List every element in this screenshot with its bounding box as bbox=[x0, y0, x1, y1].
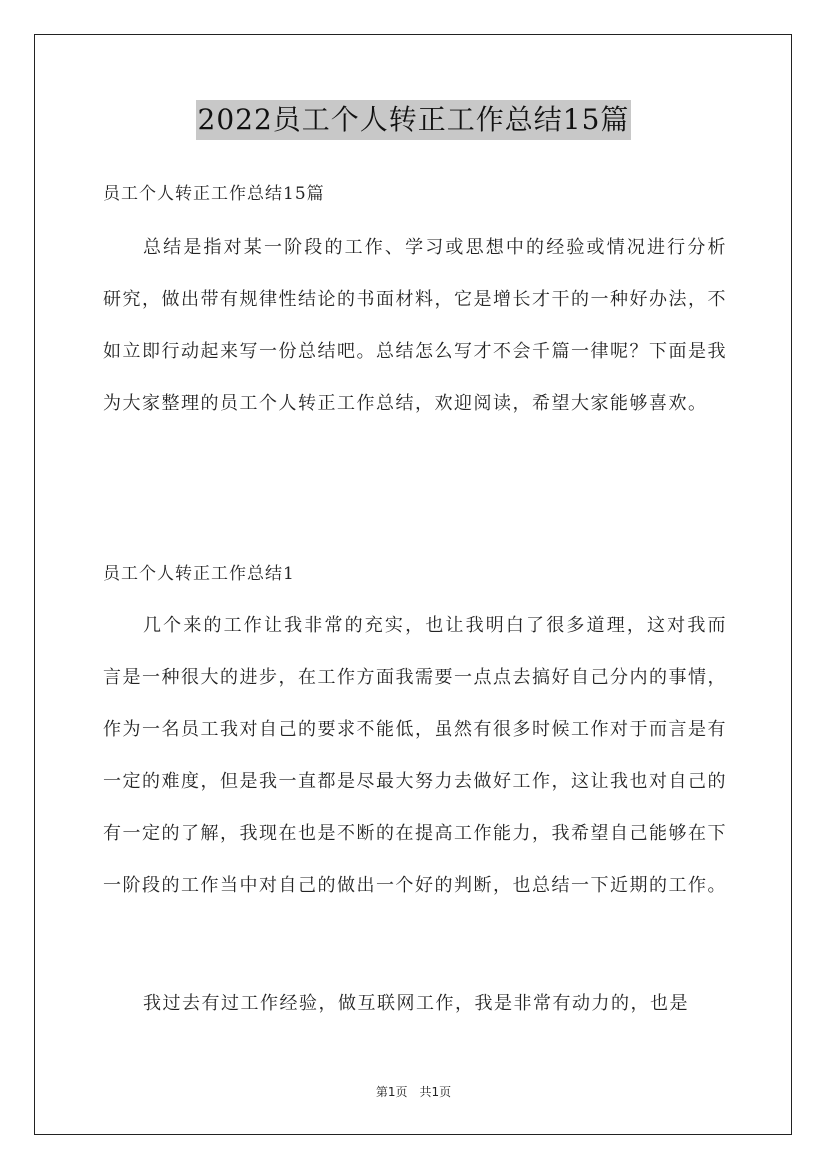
section1-heading: 员工个人转正工作总结1 bbox=[103, 564, 295, 584]
intro-paragraph: 总结是指对某一阶段的工作、学习或思想中的经验或情况进行分析研究，做出带有规律性结论的书面材料，它是增长才干的一种好办法，不如立即行动起来写一份总结吧。总结怎么写才不会千篇一律呢？下面是我为大家整理的员工个人转正工作总结，欢迎阅读，希望大家能够喜欢。 bbox=[103, 237, 727, 414]
intro-heading: 员工个人转正工作总结15篇 bbox=[103, 184, 325, 204]
title-container bbox=[0, 100, 827, 140]
document-title: 2022员工个人转正工作总结15篇 bbox=[196, 100, 632, 140]
page-footer: 第1页 共1页 bbox=[375, 1085, 452, 1099]
section1-paragraph-1: 几个来的工作让我非常的充实，也让我明白了很多道理，这对我而言是一种很大的进步，在工作方面我需要一点点去搞好自己分内的事情，作为一名员工我对自己的要求不能低，虽然有很多时候工作对于而言是有一定的难度，但是我一直都是尽最大努力去做好工作，这让我也对自己的有一定的了解，我现在也是不断的在提高工作能力，我希望自己能够在下一阶段的工作当中对自己的做出一个好的判断，也总结一下近期的工作。 bbox=[103, 615, 727, 896]
section1-paragraph-2: 我过去有过工作经验，做互联网工作，我是非常有动力的，也是 bbox=[143, 993, 689, 1014]
